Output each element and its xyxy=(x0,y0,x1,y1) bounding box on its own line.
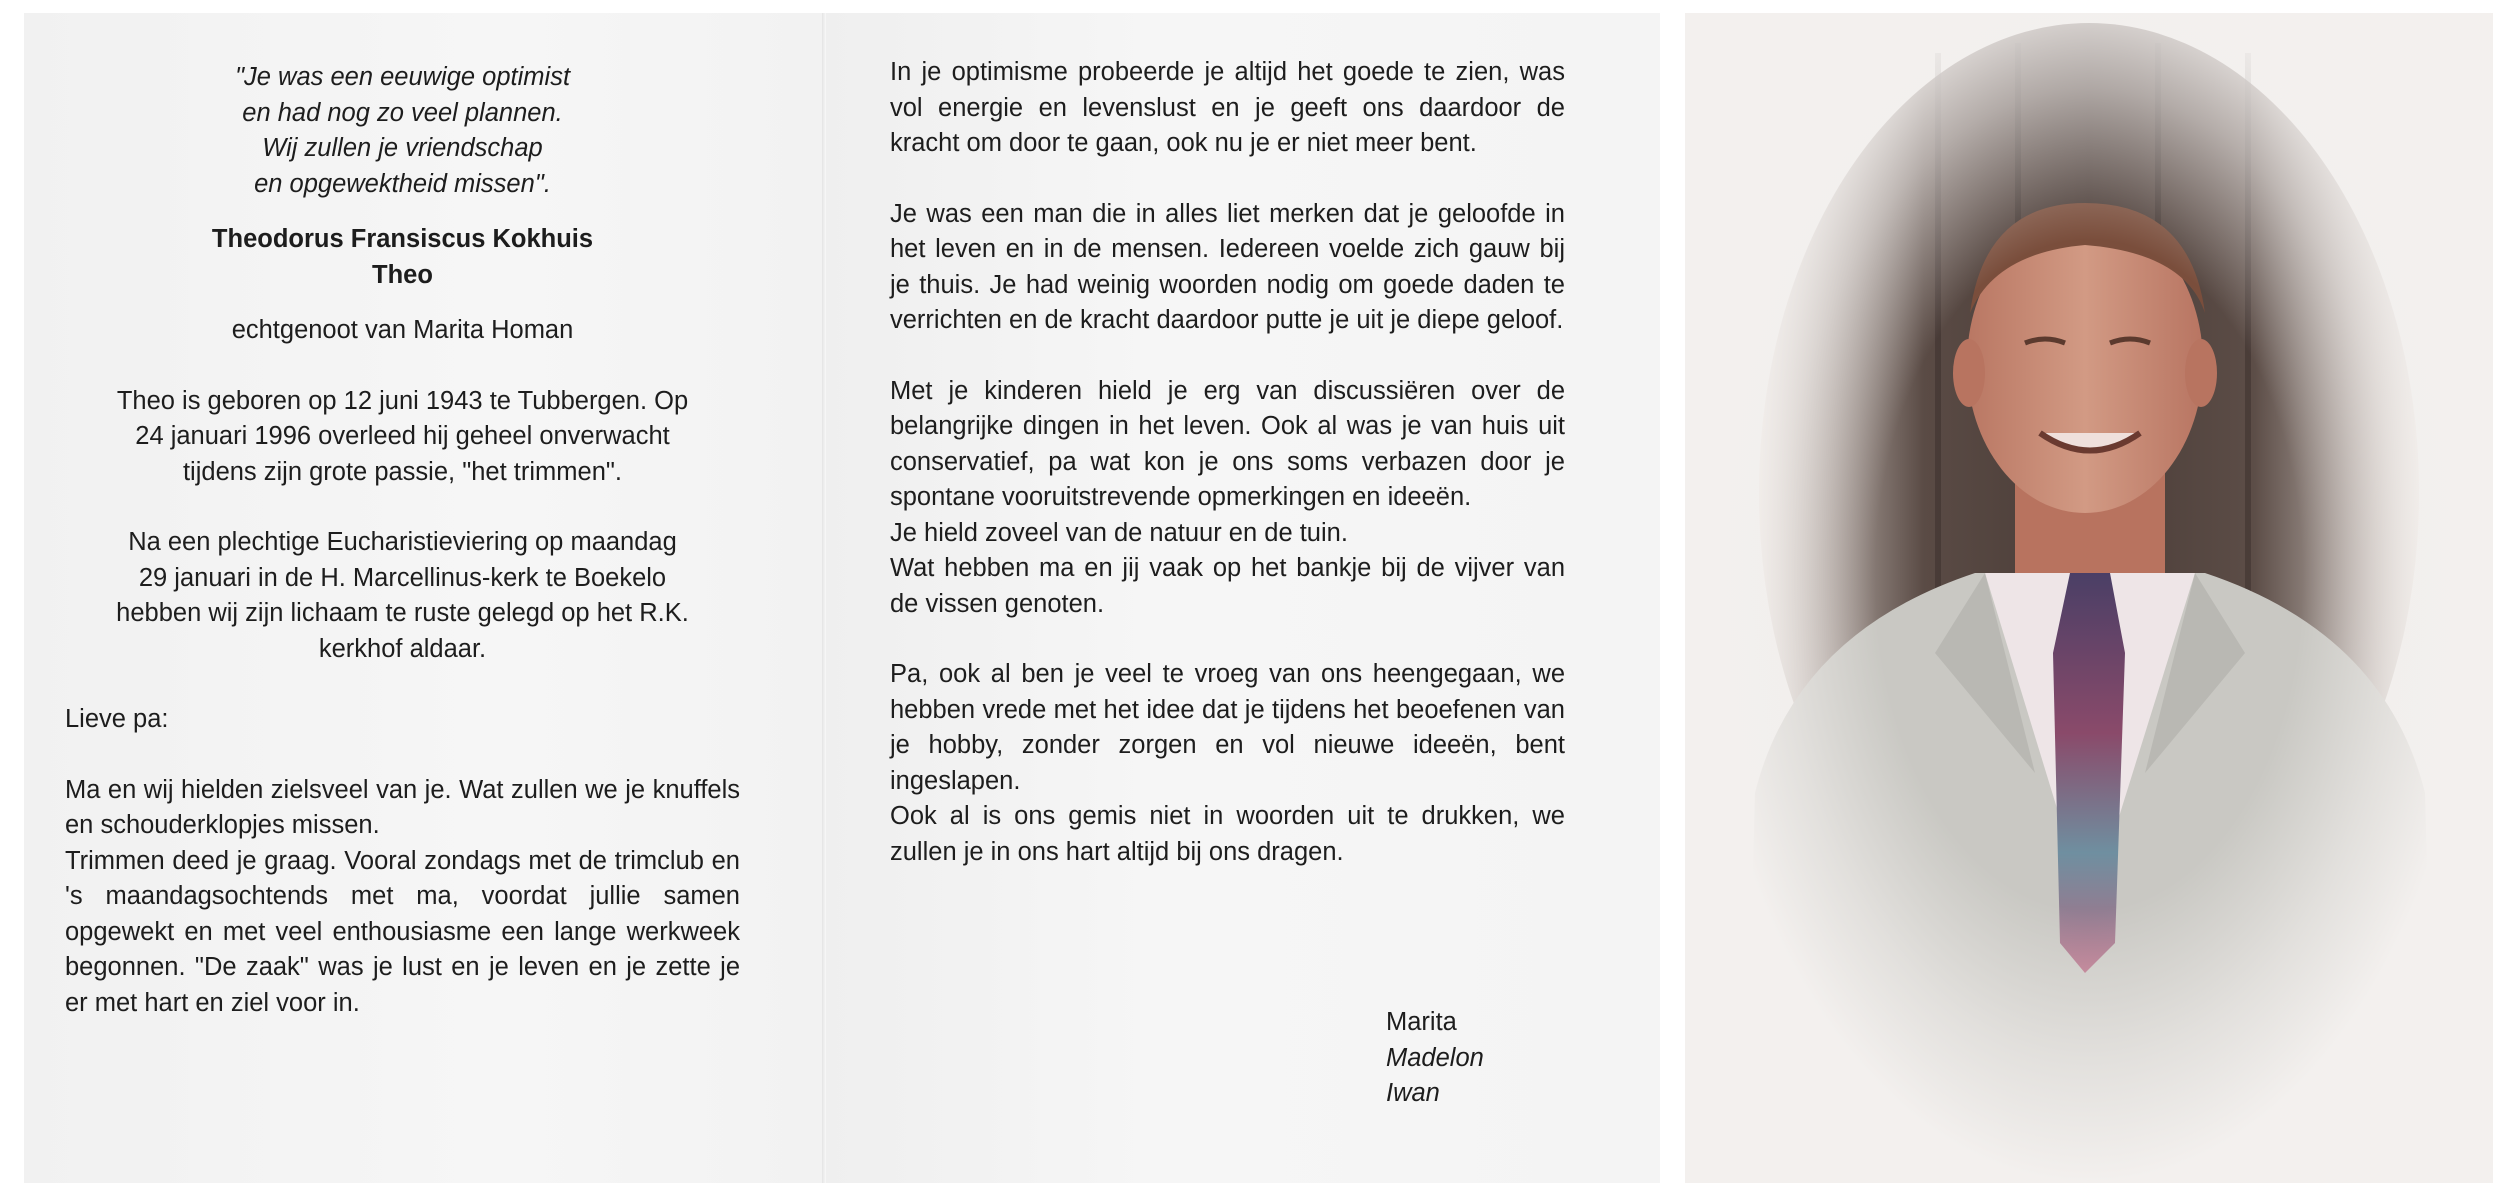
funeral-paragraph xyxy=(65,525,740,667)
quote-line: "Je was een eeuwige optimist xyxy=(234,63,571,91)
letter-paragraph: Ma en wij hielden zielsveel van je. Wat zullen we je knuffels en schouderklopjes missen. xyxy=(65,775,740,839)
card-fold xyxy=(822,13,826,1183)
quote-line: en had nog zo veel plannen. xyxy=(242,98,563,127)
salutation: Lieve pa: xyxy=(65,705,169,733)
text-line: Theo is geboren op 12 juni 1943 te Tubbergen. Op xyxy=(116,386,689,415)
text-line: Na een plechtige Eucharistieviering op maandag xyxy=(128,528,677,556)
letter-paragraph: Trimmen deed je graag. Vooral zondags met de trimclub en 's maandagsochtends met ma, voordat jullie samen opgewekt en met veel enthousiasme een lange werkweek begonnen. "De zaak" was je lust en je leven en je zette je er met hart en ziel voor in. xyxy=(65,846,740,1017)
full-name: Theodorus Fransiscus Kokhuis xyxy=(211,225,594,253)
quote-line: Wij zullen je vriendschap xyxy=(262,134,543,162)
quote-line: en opgewektheid missen". xyxy=(254,169,551,198)
portrait-photo xyxy=(1685,13,2493,1183)
photo-vignette xyxy=(1685,13,2493,1183)
signatures xyxy=(1386,1005,1484,1112)
letter-paragraph: Met je kinderen hield je erg van discussiëren over de belangrijke dingen in het leven. Ook al was je van huis uit conservatief, pa wat kon je ons soms verbazen door je spontane vooruitstrevende opmerkingen en ideeën. xyxy=(890,376,1565,511)
birth-death-paragraph xyxy=(65,384,740,491)
text-line: hebben wij zijn lichaam te ruste gelegd op het R.K. xyxy=(116,599,689,627)
right-text-column xyxy=(890,55,1565,870)
nickname: Theo xyxy=(372,260,433,289)
memorial-quote xyxy=(65,60,740,202)
text-line: kerkhof aldaar. xyxy=(318,634,487,663)
text-line: 29 januari in de H. Marcellinus-kerk te Boekelo xyxy=(138,563,667,592)
signature-name: Marita xyxy=(1386,1008,1457,1036)
signature-name: Madelon xyxy=(1386,1043,1484,1072)
letter-paragraph: In je optimisme probeerde je altijd het goede te zien, was vol energie en levenslust en je geeft ons daardoor de kracht om door te gaan, ook nu je er niet meer bent. xyxy=(890,58,1565,157)
spouse-line: echtgenoot van Marita Homan xyxy=(231,316,574,344)
letter-paragraph: Ook al is ons gemis niet in woorden uit te drukken, we zullen je in ons hart altijd bij ons dragen. xyxy=(890,802,1565,866)
text-line: tijdens zijn grote passie, "het trimmen". xyxy=(182,457,623,486)
letter-paragraph: Je was een man die in alles liet merken dat je geloofde in het leven en in de mensen. Iedereen voelde zich gauw bij je thuis. Je had weinig woorden nodig om goede daden te verrichten en de kracht daardoor putte je uit je diepe geloof. xyxy=(890,199,1565,334)
letter-paragraph: Wat hebben ma en jij vaak op het bankje bij de vijver van de vissen genoten. xyxy=(890,554,1565,618)
letter-paragraph: Je hield zoveel van de natuur en de tuin. xyxy=(890,518,1348,547)
left-text-column xyxy=(65,60,740,1021)
text-line: 24 januari 1996 overleed hij geheel onverwacht xyxy=(135,422,670,450)
deceased-name xyxy=(65,222,740,293)
letter-paragraph: Pa, ook al ben je veel te vroeg van ons heengegaan, we hebben vrede met het idee dat je tijdens het beoefenen van je hobby, zonder zorgen en vol nieuwe ideeën, bent ingeslapen. xyxy=(890,660,1565,795)
signature-name: Iwan xyxy=(1386,1079,1440,1107)
